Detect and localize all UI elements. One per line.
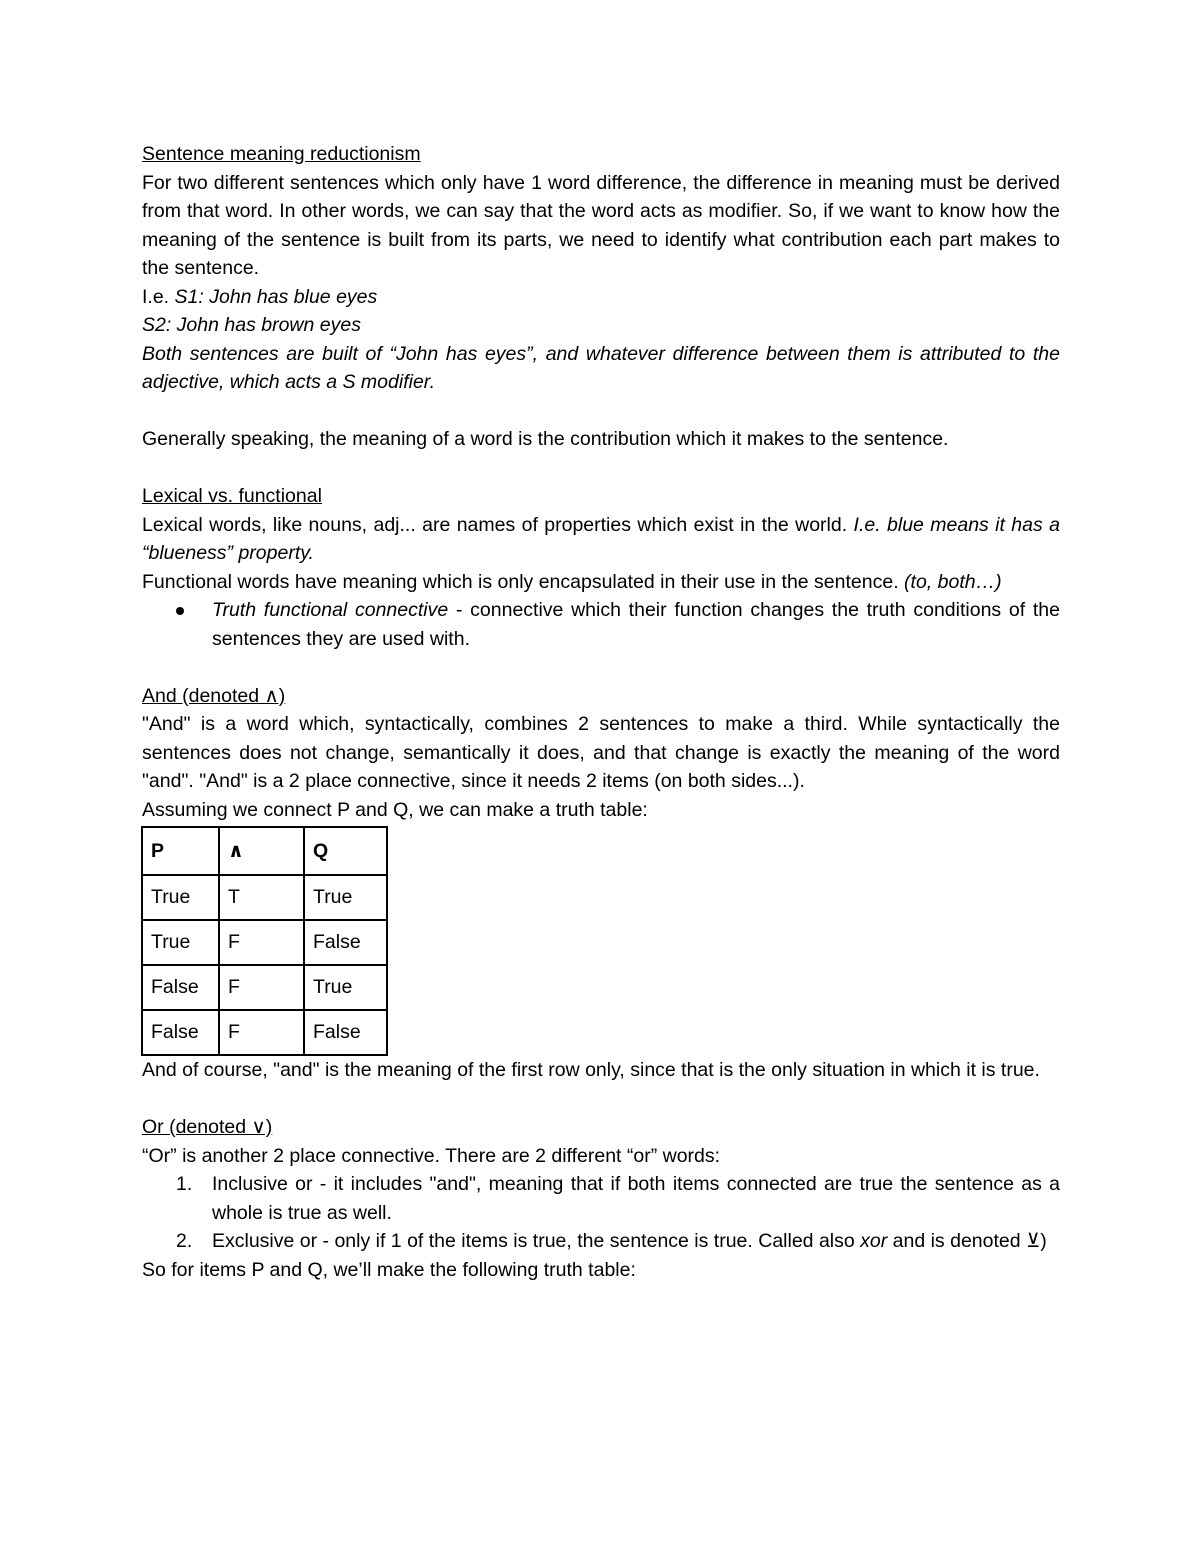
functional-text: Functional words have meaning which is only encapsulated in their use in the sentence. xyxy=(142,570,905,593)
ie-label: I.e. xyxy=(142,285,175,308)
lexical-text: Lexical words, like nouns, adj... are names of properties which exist in the world. xyxy=(142,513,854,536)
table-header-cell: ∧ xyxy=(219,827,304,875)
table-header-cell: P xyxy=(142,827,219,875)
table-row xyxy=(142,875,387,920)
table-header-row xyxy=(142,827,387,875)
table-row xyxy=(142,965,387,1010)
numbered-list xyxy=(142,1170,1060,1256)
bullet-dot-icon xyxy=(176,607,184,615)
table-cell: T xyxy=(219,875,304,920)
heading-sentence-meaning-reductionism: Sentence meaning reductionism xyxy=(142,143,421,165)
list-item-text: Exclusive or - only if 1 of the items is true, the sentence is true. Called also xyxy=(212,1230,861,1252)
paragraph-or-intro: “Or” is another 2 place connective. There are 2 different “or” words: xyxy=(142,1144,721,1167)
table-row xyxy=(142,1010,387,1055)
table-cell: False xyxy=(304,920,387,965)
paragraph-and: "And" is a word which, syntactically, combines 2 sentences to make a third. While syntactically the sentences does not change, semantically it does, and that change is exactly the meaning of the word "and". "And" is a 2 place connective, since it needs 2 items (on both sides...). xyxy=(142,713,1060,792)
heading-lexical-vs-functional: Lexical vs. functional xyxy=(142,485,322,507)
example-s2: S2: John has brown eyes xyxy=(142,314,361,336)
table-cell: False xyxy=(142,1010,219,1055)
paragraph-general: Generally speaking, the meaning of a word is the contribution which it makes to the sentence. xyxy=(142,428,949,450)
list-marker: 1. xyxy=(176,1173,193,1195)
table-cell: False xyxy=(304,1010,387,1055)
example-s1: S1: John has blue eyes xyxy=(174,285,378,308)
table-intro: Assuming we connect P and Q, we can make a truth table: xyxy=(142,798,648,821)
paragraph-reductionism: For two different sentences which only have 1 word difference, the difference in meaning must be derived from that word. In other words, we can say that the word acts as modifier. So, if we want to know how the meaning of the sentence is built from its parts, we need to identify what contribution each part makes to the sentence. xyxy=(142,171,1060,279)
xor-term: xor xyxy=(860,1230,888,1252)
bullet-list xyxy=(142,596,1060,653)
example-note: Both sentences are built of “John has eyes”, and whatever difference between them is attributed to the adjective, which acts a S modifier. xyxy=(142,342,1060,393)
table-cell: F xyxy=(219,965,304,1010)
lexical-example: I.e. blue means it has a “blueness” property. xyxy=(142,513,1060,564)
paragraph-lexical xyxy=(142,511,1060,568)
bullet-term: Truth functional connective xyxy=(212,599,449,621)
paragraph-or-outro: So for items P and Q, we’ll make the following truth table: xyxy=(142,1258,636,1281)
list-item xyxy=(142,1227,1060,1256)
truth-table-and xyxy=(141,826,388,1056)
bullet-text: - connective which their function changes the truth conditions of the sentences they are used with. xyxy=(212,599,1060,650)
table-row xyxy=(142,920,387,965)
paragraph-functional xyxy=(142,568,1060,597)
functional-example: (to, both…) xyxy=(904,570,1002,593)
table-cell: F xyxy=(219,920,304,965)
table-cell: True xyxy=(142,920,219,965)
table-cell: True xyxy=(142,875,219,920)
list-item-text-after: and is denoted ⊻) xyxy=(887,1230,1047,1252)
document-page xyxy=(142,140,1060,1284)
list-marker: 2. xyxy=(176,1230,193,1252)
table-cell: False xyxy=(142,965,219,1010)
example-s1-line xyxy=(142,283,1060,312)
list-item xyxy=(142,596,1060,653)
paragraph-after-table: And of course, "and" is the meaning of the first row only, since that is the only situation in which it is true. xyxy=(142,1059,1040,1081)
heading-and: And (denoted ∧) xyxy=(142,684,286,707)
table-header-cell: Q xyxy=(304,827,387,875)
table-cell: True xyxy=(304,965,387,1010)
list-item xyxy=(142,1170,1060,1227)
heading-or: Or (denoted ∨) xyxy=(142,1116,273,1138)
table-cell: True xyxy=(304,875,387,920)
list-item-text: Inclusive or - it includes "and", meaning that if both items connected are true the sentence as a whole is true as well. xyxy=(212,1173,1060,1224)
table-cell: F xyxy=(219,1010,304,1055)
